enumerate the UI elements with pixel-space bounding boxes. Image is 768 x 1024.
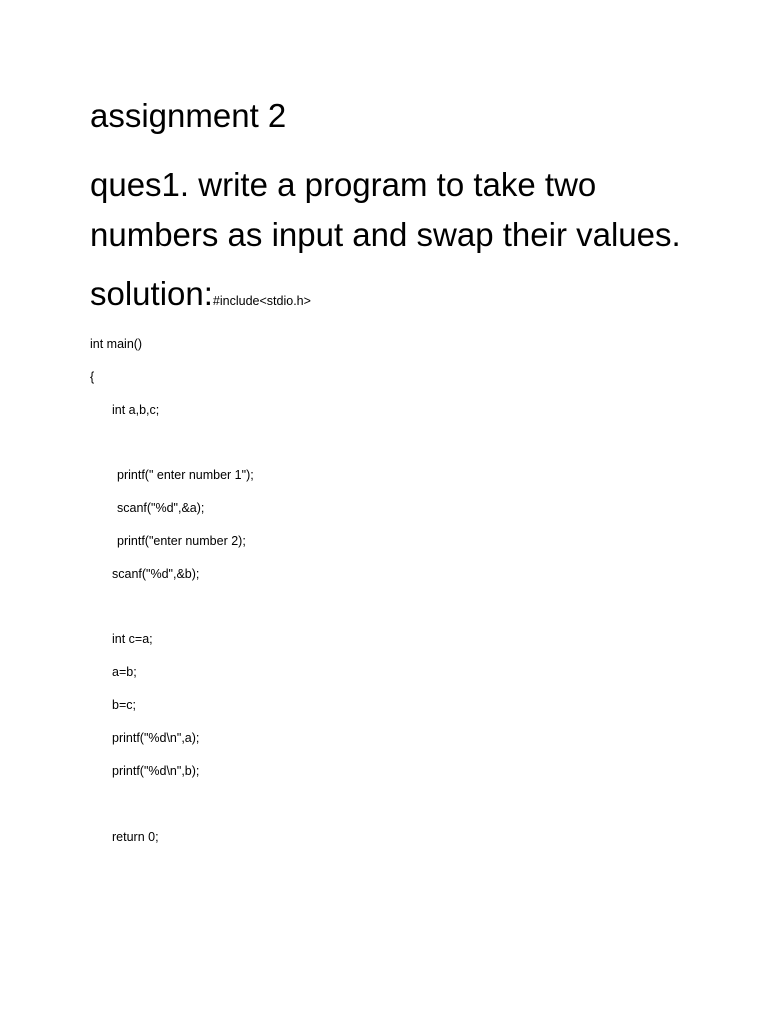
- solution-label: solution:: [90, 275, 213, 312]
- code-line-print-b: printf("%d\n",b);: [112, 764, 200, 778]
- code-line-print-a: printf("%d\n",a);: [112, 731, 200, 745]
- code-line-open-brace: {: [90, 370, 95, 384]
- question-text: ques1. write a program to take two numbers as input and swap their values.: [90, 166, 681, 253]
- code-line-scan-a: scanf("%d",&a);: [117, 501, 205, 515]
- code-line-prompt-1: printf(" enter number 1");: [117, 468, 254, 482]
- solution-line: [90, 274, 311, 321]
- code-line-main: int main(): [90, 337, 143, 351]
- code-line-return: return 0;: [112, 830, 159, 844]
- code-line-scan-b: scanf("%d",&b);: [112, 567, 200, 581]
- include-directive: #include<stdio.h>: [212, 294, 311, 308]
- assignment-title: assignment 2: [90, 97, 287, 134]
- code-line-assign-b: b=c;: [112, 698, 136, 712]
- code-line-declare: int a,b,c;: [112, 403, 160, 417]
- code-line-assign-a: a=b;: [112, 665, 137, 679]
- code-line-temp: int c=a;: [112, 632, 153, 646]
- code-line-prompt-2: printf("enter number 2);: [117, 534, 246, 548]
